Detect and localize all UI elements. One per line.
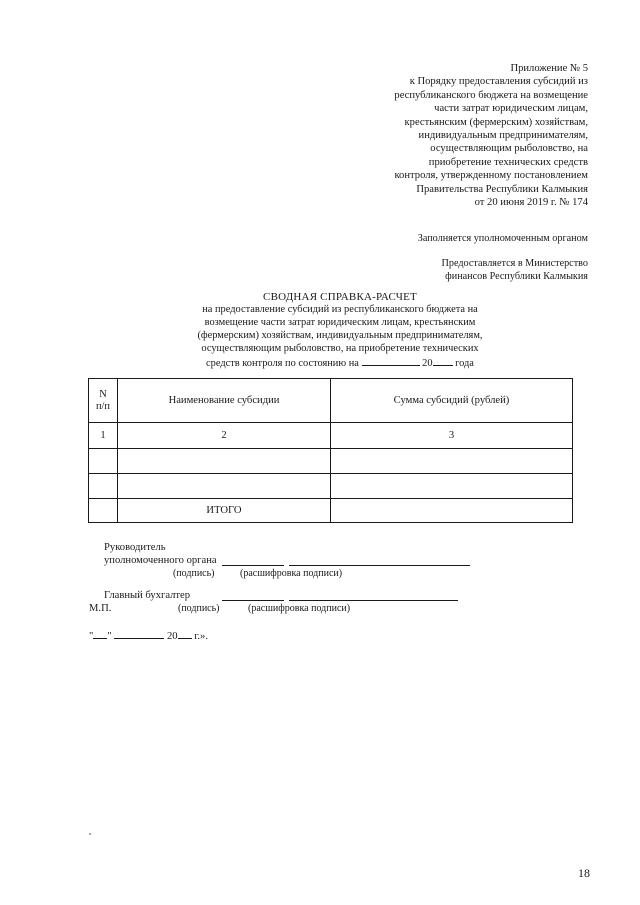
head-decode-caption: (расшифровка подписи) <box>240 568 343 579</box>
accountant-signature-line[interactable] <box>222 600 284 601</box>
appendix-line: Приложение № 5 <box>510 63 588 74</box>
date-blank[interactable] <box>362 356 420 366</box>
note-line: Предоставляется в Министерство <box>441 258 588 269</box>
cell[interactable] <box>331 449 573 474</box>
head-decode-line[interactable] <box>289 565 470 566</box>
note-line: финансов Республики Калмыкия <box>445 271 588 282</box>
date-quote-close: " <box>107 631 112 642</box>
document-title <box>150 291 530 370</box>
total-sum-cell[interactable] <box>331 499 573 523</box>
date-line <box>89 629 208 643</box>
table-header-row <box>89 379 573 423</box>
header-number: N п/п <box>89 379 118 423</box>
accountant-signature-caption: (подпись) <box>178 603 220 614</box>
head-title-line1: Руководитель <box>104 542 166 553</box>
accountant-decode-line[interactable] <box>289 600 458 601</box>
cell[interactable] <box>118 449 331 474</box>
cell: 1 <box>89 423 118 449</box>
date-year-prefix: 20 <box>166 631 178 642</box>
cell[interactable] <box>118 474 331 499</box>
head-signature-line[interactable] <box>222 565 284 566</box>
date-end: г.». <box>194 631 208 642</box>
month-blank[interactable] <box>114 629 164 639</box>
page-number: 18 <box>578 866 590 880</box>
head-title-line2: уполномоченного органа <box>104 555 217 566</box>
title-heading: СВОДНАЯ СПРАВКА-РАСЧЕТ <box>263 291 417 303</box>
appendix-line: крестьянским (фермерским) хозяйствам, <box>404 116 588 128</box>
table-row <box>89 474 573 499</box>
appendix-line: контроля, утвержденному постановлением <box>394 170 588 182</box>
scan-dot <box>89 833 91 835</box>
cell[interactable] <box>89 474 118 499</box>
cell <box>89 499 118 523</box>
title-last-suffix: года <box>455 357 474 369</box>
appendix-line: части затрат юридическим лицам, <box>434 103 588 115</box>
title-last-prefix: средств контроля по состоянию на <box>206 357 359 369</box>
title-year-prefix: 20 <box>422 357 433 369</box>
total-label: ИТОГО <box>118 499 331 523</box>
head-signature-caption: (подпись) <box>173 568 215 579</box>
appendix-line: республиканского бюджета на возмещение <box>394 89 588 101</box>
appendix-line: индивидуальным предпринимателям, <box>418 130 588 142</box>
title-line: возмещение части затрат юридическим лицам, крестьянским <box>204 316 476 328</box>
title-line: осуществляющим рыболовство, на приобретение технических <box>201 342 479 354</box>
title-line: (фермерским) хозяйствам, индивидуальным предпринимателям, <box>197 329 483 341</box>
title-line: на предоставление субсидий из республиканского бюджета на <box>202 303 478 315</box>
cell: 2 <box>118 423 331 449</box>
cell: 3 <box>331 423 573 449</box>
header-subsidy-name: Наименование субсидии <box>118 379 331 423</box>
year-suffix-blank[interactable] <box>178 629 192 639</box>
stamp-label: М.П. <box>89 603 112 614</box>
appendix-line: к Порядку предоставления субсидий из <box>409 76 588 88</box>
table-row-total <box>89 499 573 523</box>
date-quote-open: " <box>89 631 94 642</box>
header-subsidy-sum: Сумма субсидий (рублей) <box>331 379 573 423</box>
title-last-line <box>150 356 530 371</box>
appendix-line: Правительства Республики Калмыкия <box>416 183 588 195</box>
year-blank[interactable] <box>433 356 453 366</box>
appendix-header <box>328 62 588 209</box>
table-row <box>89 449 573 474</box>
note-filled-by: Заполняется уполномоченным органом <box>417 233 588 244</box>
appendix-line: приобретение технических средств <box>428 156 588 168</box>
appendix-line: осуществляющим рыболовство, на <box>430 143 588 155</box>
cell[interactable] <box>331 474 573 499</box>
day-blank[interactable] <box>93 629 107 639</box>
note-submitted-to <box>368 257 588 283</box>
table-row-numbering <box>89 423 573 449</box>
appendix-line: от 20 июня 2019 г. № 174 <box>474 197 588 209</box>
cell[interactable] <box>89 449 118 474</box>
accountant-title: Главный бухгалтер <box>104 590 191 601</box>
accountant-decode-caption: (расшифровка подписи) <box>248 603 351 614</box>
subsidy-table <box>88 378 573 523</box>
